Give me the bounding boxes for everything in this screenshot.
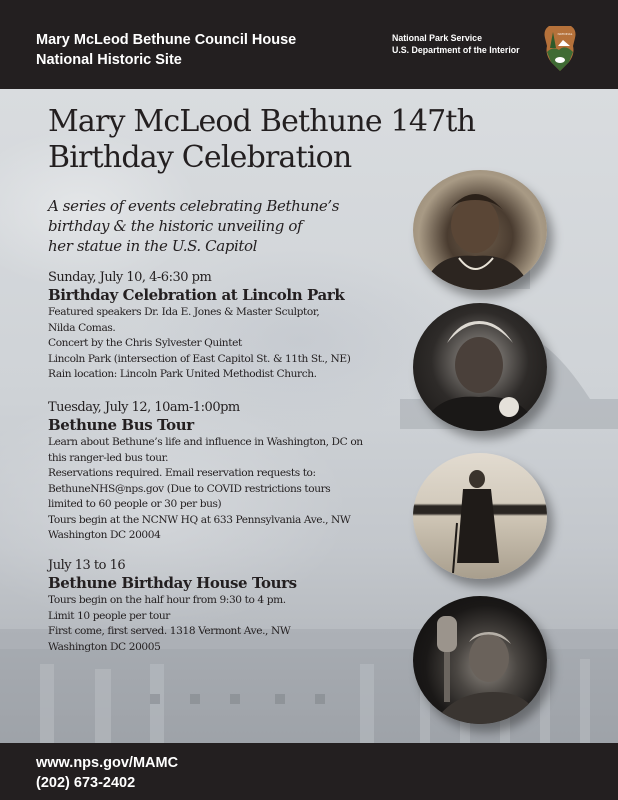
event-detail: Learn about Bethune’s life and influence in Washington, DC on	[48, 436, 363, 448]
site-name	[36, 30, 296, 70]
website-link[interactable]: www.nps.gov/MAMC	[36, 755, 179, 771]
subtitle-line1: A series of events celebrating Bethune’s	[48, 197, 339, 215]
phone-number: (202) 673-2402	[36, 775, 136, 791]
agency-name	[392, 32, 520, 56]
event-detail: Featured speakers Dr. Ida E. Jones & Master Sculptor,	[48, 306, 320, 318]
nps-arrowhead-icon	[543, 24, 577, 72]
event-name: Birthday Celebration at Lincoln Park	[48, 286, 345, 304]
event-detail: Rain location: Lincoln Park United Methodist Church.	[48, 368, 317, 380]
contact-info	[36, 753, 178, 793]
event-birthday-celebration	[48, 269, 408, 383]
agency-line2: U.S. Department of the Interior	[392, 45, 520, 55]
event-detail: Concert by the Chris Sylvester Quintet	[48, 337, 242, 349]
event-detail: Lincoln Park (intersection of East Capitol St. & 11th St., NE)	[48, 352, 351, 365]
page-title	[48, 104, 475, 176]
event-date: July 13 to 16	[48, 558, 126, 573]
event-bus-tour	[48, 399, 408, 544]
event-detail: Limit 10 people per tour	[48, 609, 170, 622]
event-detail: this ranger-led bus tour.	[48, 451, 169, 464]
svg-text:NATIONAL: NATIONAL	[557, 32, 573, 36]
event-detail: Nilda Comas.	[48, 321, 116, 334]
portrait-pearls-photo	[413, 170, 547, 290]
event-house-tours	[48, 557, 408, 655]
header-band	[0, 0, 618, 89]
subtitle-line2: birthday & the historic unveiling of	[48, 217, 303, 235]
title-line2: Birthday Celebration	[48, 140, 352, 175]
event-detail-email: BethuneNHS@nps.gov (Due to COVID restrictions tours	[48, 482, 331, 495]
site-name-line1: Mary McLeod Bethune Council House	[36, 32, 297, 48]
event-name: Bethune Birthday House Tours	[48, 574, 297, 592]
event-detail: First come, first served. 1318 Vermont Ave., NW	[48, 625, 291, 637]
event-detail: Washington DC 20004	[48, 529, 161, 541]
event-detail: Tours begin on the half hour from 9:30 to 4 pm.	[48, 594, 286, 606]
event-detail: Washington DC 20005	[48, 640, 161, 653]
event-date: Tuesday, July 12, 10am-1:00pm	[48, 400, 240, 415]
airplane-cane-photo	[413, 453, 547, 579]
subtitle-line3: her statue in the U.S. Capitol	[48, 237, 258, 255]
event-detail: Reservations required. Email reservation requests to:	[48, 467, 316, 479]
event-date: Sunday, July 10, 4-6:30 pm	[48, 270, 212, 285]
site-name-line2: National Historic Site	[36, 52, 182, 68]
agency-line1: National Park Service	[392, 33, 482, 43]
event-name: Bethune Bus Tour	[48, 416, 194, 434]
footer-band	[0, 743, 618, 800]
subtitle	[48, 196, 378, 256]
event-detail: Tours begin at the NCNW HQ at 633 Pennsylvania Ave., NW	[48, 513, 351, 526]
event-detail: limited to 60 people or 30 per bus)	[48, 498, 222, 510]
portrait-corsage-photo	[413, 303, 547, 431]
main-content	[0, 89, 618, 743]
title-line1: Mary McLeod Bethune 147th	[48, 104, 476, 139]
microphone-speaking-photo	[413, 596, 547, 724]
